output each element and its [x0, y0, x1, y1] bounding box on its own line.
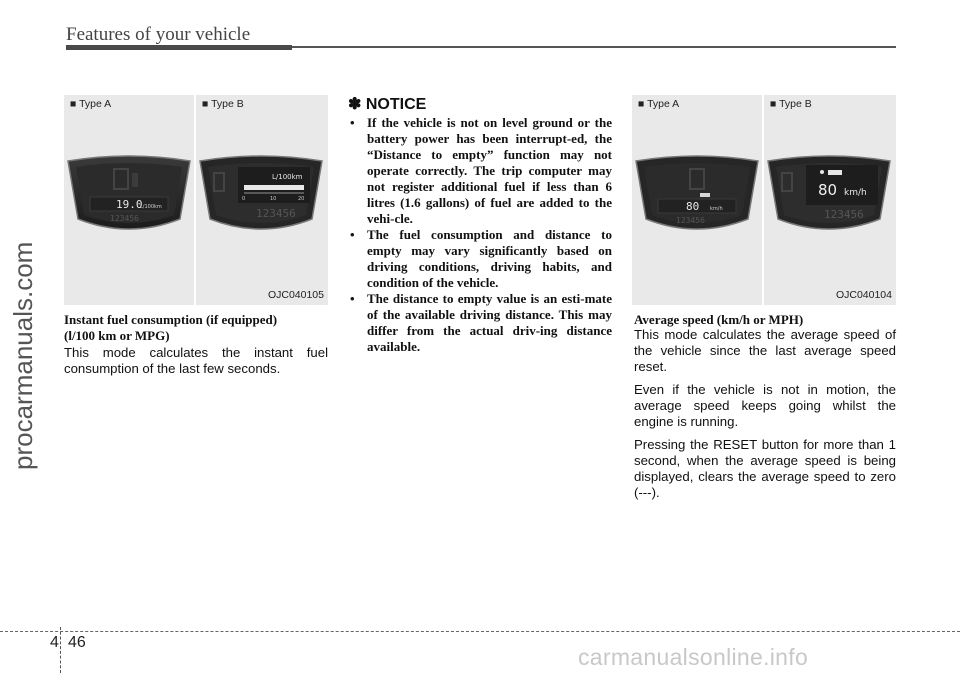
- average-speed-figure: [632, 95, 896, 305]
- type-a-odometer: 123456: [676, 216, 705, 225]
- figure-code: OJC040104: [835, 289, 892, 301]
- square-bullet-icon: ■: [638, 98, 648, 110]
- type-a-speed-unit: km/h: [710, 206, 723, 212]
- type-b-label: ■ Type B: [770, 98, 812, 110]
- type-a-speed-display: [634, 155, 760, 237]
- side-watermark: procarmanuals.com: [8, 241, 38, 470]
- car-icon: [700, 193, 710, 197]
- type-a-unit: L/100km: [140, 204, 162, 210]
- type-b-scale-max: 20: [298, 196, 305, 202]
- header-rule-accent: [66, 45, 292, 50]
- section-number: 4: [50, 634, 59, 651]
- type-a-reading: 19.0: [116, 198, 143, 211]
- type-a-cluster-display: [66, 155, 192, 237]
- car-icon: [828, 170, 842, 175]
- section-title: Features of your vehicle: [66, 24, 251, 45]
- type-a-odometer: 123456: [110, 214, 139, 223]
- page-number: 46: [68, 634, 86, 651]
- square-bullet-icon: ■: [770, 98, 780, 110]
- type-b-scale-mid: 10: [270, 196, 277, 202]
- type-b-label: ■ Type B: [202, 98, 244, 110]
- type-a-label: ■ Type A: [638, 98, 680, 110]
- type-b-speed-unit: km/h: [844, 188, 867, 198]
- square-bullet-icon: ■: [70, 98, 80, 110]
- instant-fuel-figure: [64, 95, 328, 305]
- footer-rule: [0, 631, 960, 632]
- type-b-odometer: 123456: [256, 207, 296, 220]
- type-b-cluster-display: [198, 155, 324, 237]
- type-b-speed-reading: 80: [818, 181, 838, 199]
- notice-item: • If the vehicle is not on level ground or the battery power has been interrupt-ed, the “Distance to empty” function may not operate correctly. The trip computer may not register additional fuel if less than 6 litres (1.6 gallons) of fuel are added to the vehi-cle.: [350, 115, 612, 226]
- figure-divider: [762, 95, 764, 305]
- average-speed-body: [634, 327, 896, 501]
- notice-list: [346, 115, 612, 355]
- bottom-watermark: carmanualsonline.info: [578, 644, 809, 670]
- type-a-speed-reading: 80: [686, 200, 700, 213]
- square-bullet-icon: ■: [202, 98, 212, 110]
- type-a-label: ■ Type A: [70, 98, 112, 110]
- instant-fuel-heading: Instant fuel consumption (if equipped) (l/100 km or MPG): [64, 312, 278, 343]
- notice-item: • The fuel consumption and distance to empty may vary significantly based on driving conditions, driving habits, and condition of the vehicle.: [350, 227, 612, 290]
- figure-divider: [194, 95, 196, 305]
- marker-icon: [820, 170, 824, 174]
- notice-item: • The distance to empty value is an esti-mate of the available driving distance. This may differ from the actual driv-ing distance available.: [350, 291, 612, 354]
- figure-code: OJC040105: [267, 289, 324, 301]
- instant-fuel-body: This mode calculates the instant fuel consumption of the last few seconds.: [64, 345, 328, 376]
- paragraph: Pressing the RESET button for more than 1 second, when the average speed is being displayed, clears the average speed to zero (---).: [634, 437, 896, 500]
- type-b-scale-min: 0: [242, 196, 246, 202]
- paragraph: Even if the vehicle is not in motion, the average speed keeps going whilst the engine is running.: [634, 382, 896, 429]
- paragraph: This mode calculates the average speed of the vehicle since the last average speed reset.: [634, 327, 896, 374]
- type-b-odometer: 123456: [824, 208, 864, 221]
- notice-title: ✽ NOTICE: [348, 96, 427, 113]
- type-b-unit: L/100km: [272, 173, 303, 181]
- average-speed-heading: Average speed (km/h or MPH): [634, 312, 804, 327]
- type-b-speed-display: [766, 155, 892, 237]
- footer-divider: [60, 627, 62, 673]
